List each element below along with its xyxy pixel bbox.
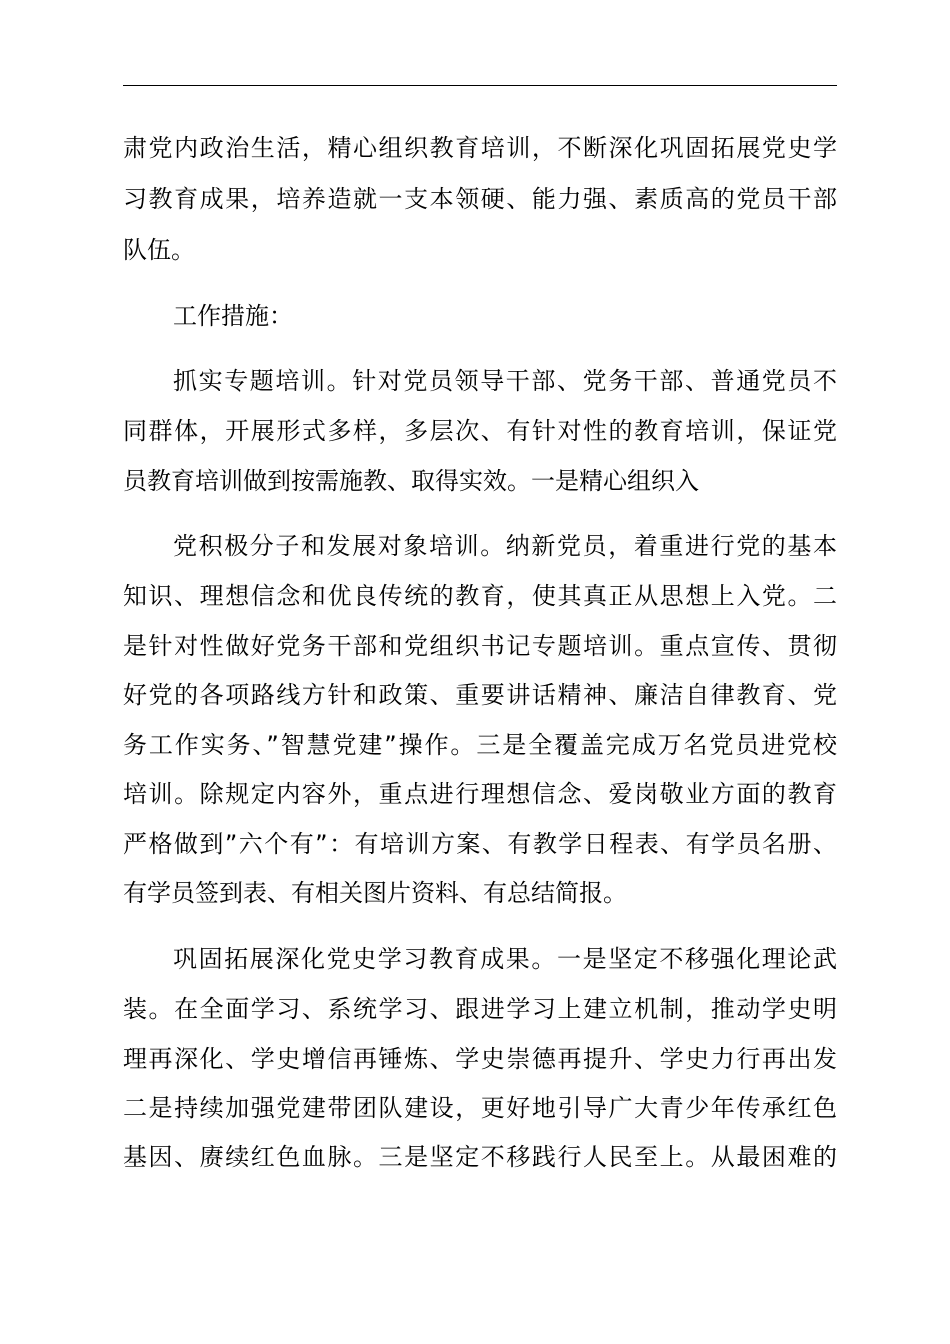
text-line: 培训。除规定内容外，重点进行理想信念、爱岗敬业方面的教育	[123, 780, 837, 808]
text-line: 员教育培训做到按需施教、取得实效。一是精心组织入	[123, 467, 699, 495]
text-line: 肃党内政治生活，精心组织教育培训，不断深化巩固拓展党史学	[123, 134, 837, 162]
text-line: 习教育成果，培养造就一支本领硬、能力强、素质高的党员干部	[123, 185, 837, 213]
text-line: 同群体，开展形式多样，多层次、有针对性的教育培训，保证党	[123, 417, 837, 445]
text-line: 队伍。	[123, 236, 195, 264]
text-line: 务工作实务、”智慧党建”操作。三是全覆盖完成万名党员进党校	[123, 731, 837, 759]
text-line: 知识、理想信念和优良传统的教育，使其真正从思想上入党。二	[123, 582, 837, 610]
text-line: 二是持续加强党建带团队建设，更好地引导广大青少年传承红色	[123, 1094, 837, 1122]
text-line: 理再深化、学史增信再锤炼、学史崇德再提升、学史力行再出发	[123, 1045, 837, 1073]
section-heading: 工作措施：	[173, 302, 293, 330]
text-line: 好党的各项路线方针和政策、重要讲话精神、廉洁自律教育、党	[123, 681, 837, 709]
text-line: 有学员签到表、有相关图片资料、有总结简报。	[123, 879, 627, 907]
text-line: 装。在全面学习、系统学习、跟进学习上建立机制，推动学史明	[123, 995, 837, 1023]
text-line: 巩固拓展深化党史学习教育成果。一是坚定不移强化理论武	[173, 945, 837, 973]
text-line: 是针对性做好党务干部和党组织书记专题培训。重点宣传、贯彻	[123, 632, 837, 660]
text-line: 严格做到”六个有”：有培训方案、有教学日程表、有学员名册、	[123, 830, 837, 858]
header-rule	[123, 85, 837, 86]
text-line: 抓实专题培训。针对党员领导干部、党务干部、普通党员不	[173, 367, 837, 395]
text-line: 基因、赓续红色血脉。三是坚定不移践行人民至上。从最困难的	[123, 1143, 837, 1171]
text-line: 党积极分子和发展对象培训。纳新党员，着重进行党的基本	[173, 532, 837, 560]
